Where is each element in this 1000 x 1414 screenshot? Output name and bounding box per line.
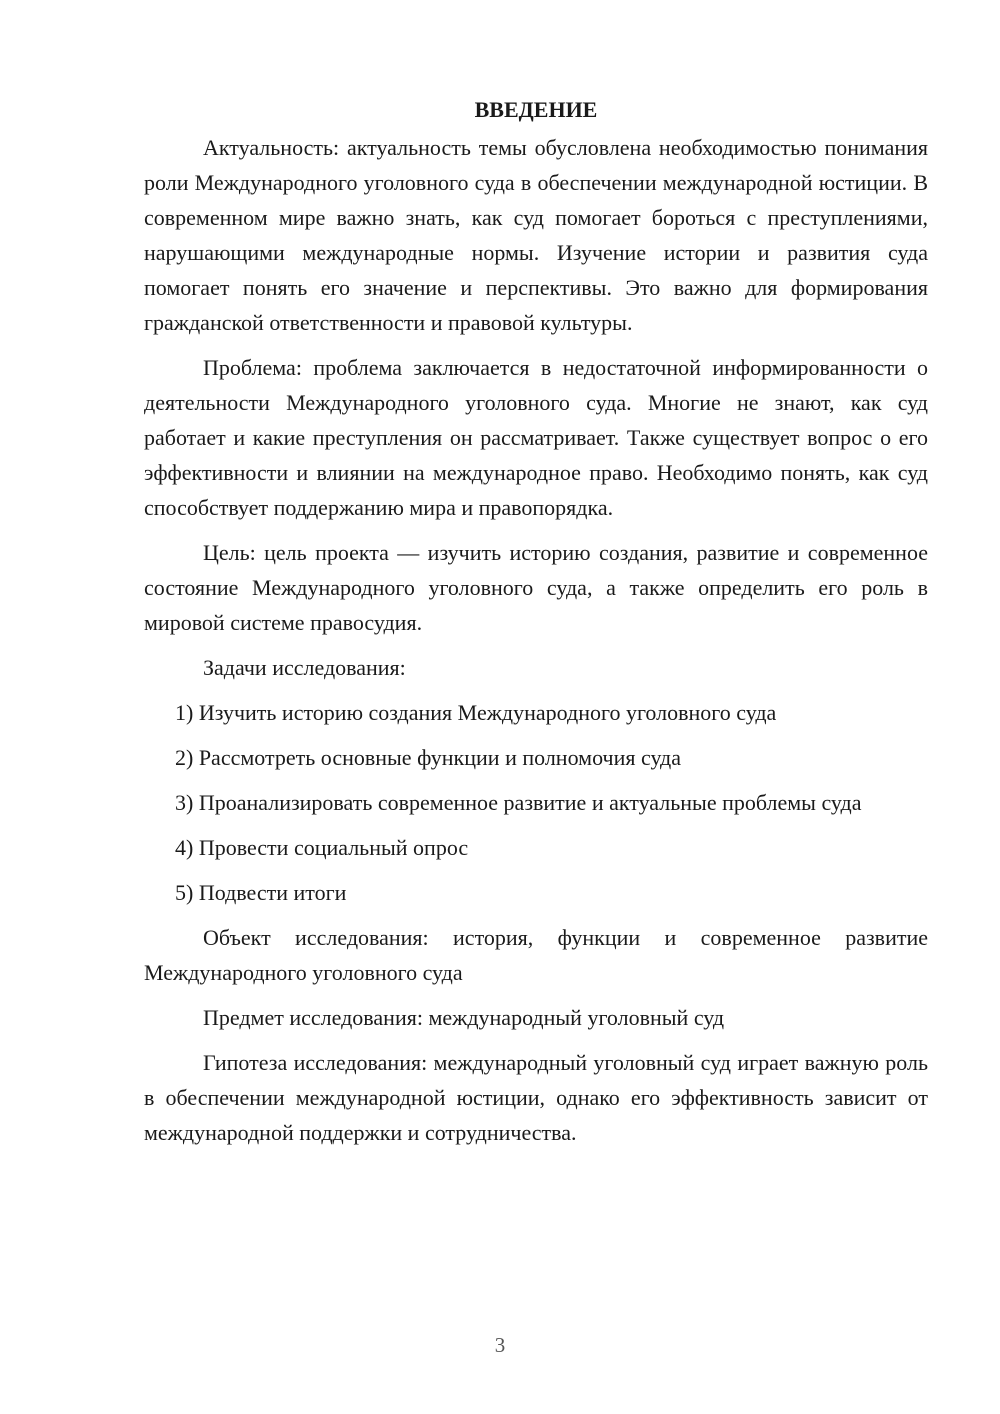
problem-paragraph: Проблема: проблема заключается в недостаточной информированности о деятельности Международного уголовного суда. Многие не знают, как суд работает и какие преступления он рассматривает. Также существует вопрос о его эффективности и влиянии на международное право. Необходимо понять, как суд способствует поддержанию мира и правопорядка.	[144, 355, 928, 520]
task-item-2: 2) Рассмотреть основные функции и полномочия суда	[175, 745, 682, 770]
page-number: 3	[494, 1333, 506, 1357]
task-item-5: 5) Подвести итоги	[175, 880, 347, 905]
document-page	[144, 92, 928, 1160]
tasks-heading: Задачи исследования:	[203, 655, 406, 680]
task-item-3: 3) Проанализировать современное развитие и актуальные проблемы суда	[175, 790, 862, 815]
relevance-paragraph: Актуальность: актуальность темы обусловлена необходимостью понимания роли Международного уголовного суда в обеспечении международной юстиции. В современном мире важно знать, как суд помогает бороться с преступлениями, нарушающими международные нормы. Изучение истории и развития суда помогает понять его значение и перспективы. Это важно для формирования гражданской ответственности и правовой культуры.	[144, 135, 928, 335]
task-item-1: 1) Изучить историю создания Международного уголовного суда	[175, 700, 777, 725]
document-title: ВВЕДЕНИЕ	[474, 97, 598, 122]
task-item-4: 4) Провести социальный опрос	[175, 835, 469, 860]
hypothesis-paragraph: Гипотеза исследования: международный уголовный суд играет важную роль в обеспечении международной юстиции, однако его эффективность зависит от международной поддержки и сотрудничества.	[144, 1050, 928, 1145]
subject-paragraph: Предмет исследования: международный уголовный суд	[203, 1005, 725, 1030]
object-paragraph: Объект исследования: история, функции и современное развитие Международного уголовного суда	[144, 925, 928, 985]
goal-paragraph: Цель: цель проекта — изучить историю создания, развитие и современное состояние Международного уголовного суда, а также определить его роль в мировой системе правосудия.	[144, 540, 928, 635]
